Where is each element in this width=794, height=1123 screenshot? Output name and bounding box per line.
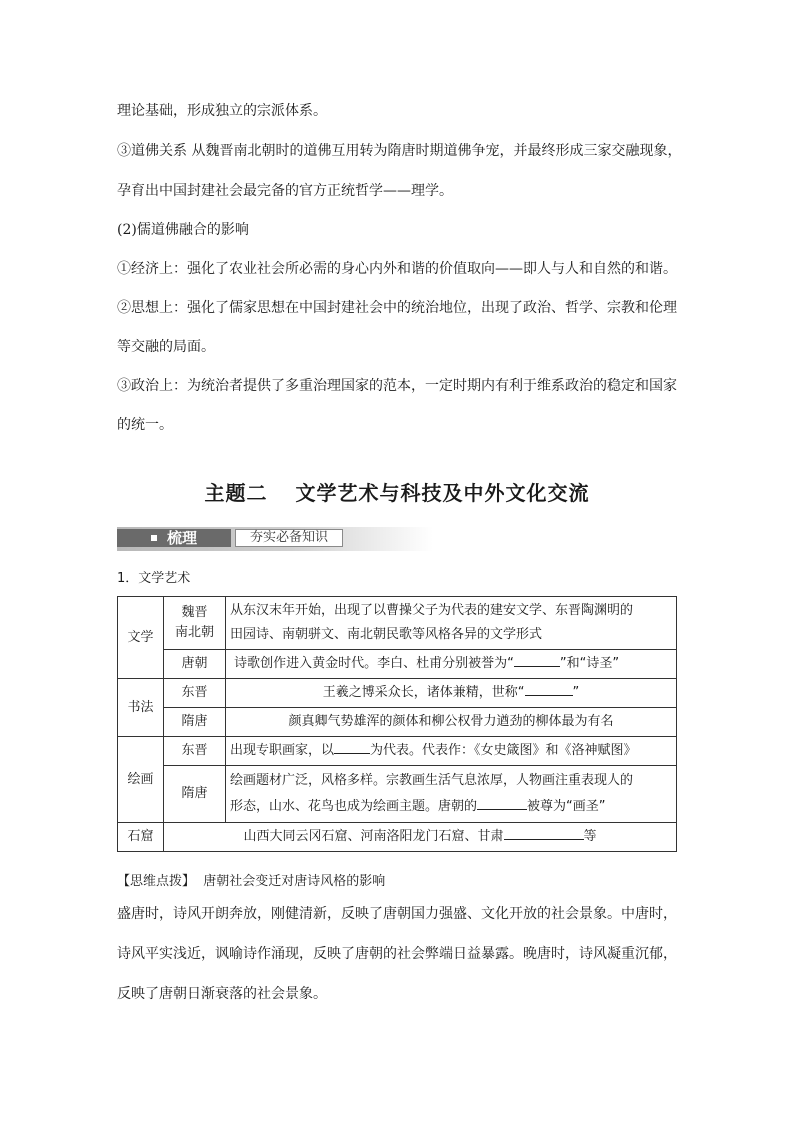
content-text: 被尊为“画圣” — [527, 799, 606, 814]
category-cell: 绘画 — [118, 737, 164, 823]
period-cell — [164, 597, 226, 650]
thinking-tip — [117, 873, 385, 891]
top-line-1: 理论基础，形成独立的宗派体系。 — [117, 103, 327, 119]
banner-label: 梳理 — [167, 529, 198, 547]
content-text: ” — [572, 685, 580, 700]
tip-label: 【思维点拨】 — [117, 874, 196, 889]
table-row — [118, 597, 677, 650]
top-line-2: ③道佛关系 从魏晋南北朝时的道佛互用转为隋唐时期道佛争宠，并最终形成三家交融现象， — [117, 143, 682, 159]
period-cell: 隋唐 — [164, 708, 226, 737]
content-text: 形态，山水、花鸟也成为绘画主题。唐朝的 — [230, 799, 478, 814]
fill-blank — [504, 825, 584, 840]
subheading: 1．文学艺术 — [117, 571, 191, 586]
bottom-line-1: 盛唐时，诗风开朗奔放，刚健清新，反映了唐朝国力强盛、文化开放的社会景象。中唐时， — [117, 906, 677, 922]
period-line: 南北朝 — [174, 625, 214, 640]
knowledge-table — [117, 596, 677, 852]
content-cell — [226, 766, 677, 823]
table-row — [118, 650, 677, 679]
square-bullet-icon — [151, 535, 157, 541]
content-text: 等 — [583, 829, 597, 844]
section-title — [0, 477, 794, 506]
table-row — [118, 679, 677, 708]
table-row — [118, 823, 677, 852]
period-cell: 东晋 — [164, 737, 226, 766]
fill-blank — [477, 795, 527, 810]
category-cell: 石窟 — [118, 823, 164, 852]
top-line-9: 的统一。 — [117, 417, 173, 433]
bottom-line-3: 反映了唐朝日渐衰落的社会景象。 — [117, 986, 327, 1002]
content-text: 出现专职画家，以 — [230, 743, 335, 758]
top-line-3: 孕育出中国封建社会最完备的官方正统哲学——理学。 — [117, 183, 453, 199]
banner-label-box — [117, 529, 231, 547]
content-cell — [226, 597, 677, 650]
section-title-text: 文学艺术与科技及中外文化交流 — [295, 481, 590, 505]
top-line-8: ③政治上：为统治者提供了多重治理国家的范本，一定时期内有利于维系政治的稳定和国家 — [117, 378, 677, 394]
content-cell — [226, 737, 677, 766]
period-cell: 东晋 — [164, 679, 226, 708]
period-cell: 隋唐 — [164, 766, 226, 823]
content-line: 从东汉末年开始，出现了以曹操父子为代表的建安文学、东晋陶渊明的 — [230, 603, 634, 618]
top-line-6: ②思想上：强化了儒家思想在中国封建社会中的统治地位，出现了政治、哲学、宗教和伦理 — [117, 300, 677, 316]
content-cell: 颜真卿气势雄浑的颜体和柳公权骨力遒劲的柳体最为有名 — [226, 708, 677, 737]
top-line-4: (2)儒道佛融合的影响 — [117, 222, 249, 238]
content-line: 田园诗、南朝骈文、南北朝民歌等风格各异的文学形式 — [230, 627, 543, 642]
content-cell — [226, 679, 677, 708]
content-line: 绘画题材广泛，风格多样。宗教画生活气息浓厚，人物画注重表现人的 — [230, 773, 634, 788]
period-cell: 唐朝 — [164, 650, 226, 679]
content-text: 王羲之博采众长，诸体兼精，世称“ — [322, 685, 525, 700]
tip-title: 唐朝社会变迁对唐诗风格的影响 — [203, 874, 386, 889]
section-banner — [117, 527, 433, 551]
content-text: 诗歌创作进入黄金时代。李白、杜甫分别被誉为“ — [234, 656, 514, 671]
bottom-line-2: 诗风平实浅近，讽喻诗作涌现，反映了唐朝的社会弊端日益暴露。晚唐时，诗风凝重沉郁， — [117, 946, 677, 962]
top-line-7: 等交融的局面。 — [117, 339, 215, 355]
top-line-5: ①经济上：强化了农业社会所必需的身心内外和谐的价值取向——即人与人和自然的和谐。 — [117, 261, 677, 277]
section-title-number: 主题二 — [204, 481, 268, 505]
period-line: 魏晋 — [181, 605, 208, 620]
table-row — [118, 708, 677, 737]
fill-blank — [514, 652, 560, 667]
fill-blank — [525, 681, 573, 696]
content-line — [230, 794, 672, 820]
banner-subtitle: 夯实必备知识 — [235, 529, 343, 547]
fill-blank — [334, 739, 370, 754]
content-cell — [164, 823, 677, 852]
content-cell — [226, 650, 677, 679]
table-row — [118, 737, 677, 766]
category-cell: 书法 — [118, 679, 164, 737]
content-text: 为代表。代表作：《女史箴图》和《洛神赋图》 — [370, 743, 637, 758]
table-row — [118, 766, 677, 823]
content-text: 山西大同云冈石窟、河南洛阳龙门石窟、甘肃 — [243, 829, 504, 844]
category-cell: 文学 — [118, 597, 164, 679]
content-text: ”和“诗圣” — [559, 656, 620, 671]
